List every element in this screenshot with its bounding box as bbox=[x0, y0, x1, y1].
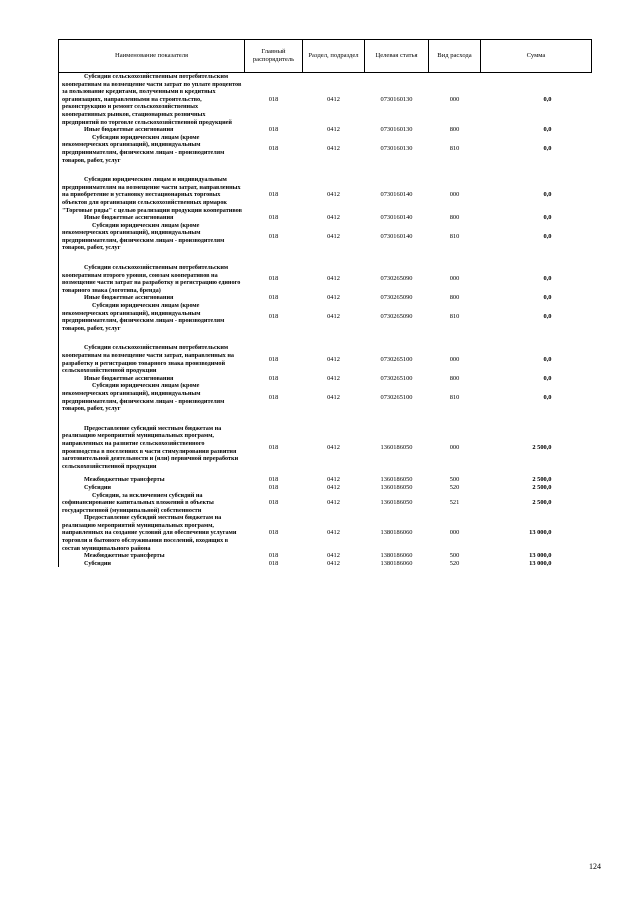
table-row bbox=[59, 425, 592, 471]
row-grbs: 018 bbox=[268, 559, 279, 567]
row-vr: 800 bbox=[449, 374, 460, 382]
row-grbs: 018 bbox=[268, 499, 279, 507]
budget-table-sheet bbox=[58, 39, 591, 567]
row-grbs: 018 bbox=[268, 529, 279, 537]
row-grbs: 018 bbox=[268, 393, 279, 401]
row-sum: 0,0 bbox=[543, 355, 552, 363]
row-grbs: 018 bbox=[268, 355, 279, 363]
row-sum: 0,0 bbox=[543, 233, 552, 241]
row-name: Иные бюджетные ассигнования bbox=[59, 294, 245, 302]
row-grbs: 018 bbox=[268, 476, 279, 484]
row-vr: 000 bbox=[449, 529, 460, 537]
row-cs: 0730265100 bbox=[380, 355, 413, 363]
row-razdel: 0412 bbox=[327, 529, 340, 537]
row-cs: 0730265090 bbox=[380, 313, 413, 321]
row-sum: 0,0 bbox=[543, 145, 552, 153]
row-grbs: 018 bbox=[268, 294, 279, 302]
table-row bbox=[59, 382, 592, 412]
row-name: Субсидии юридическим лицам и индивидуальным предпринимателям на возмещение части затрат, направленных на приобретение и установку нестационарных торговых объектов для организации сельскохозяйственных ярмарок "Торговые ряды" с целью реализации продукции кооперативов bbox=[59, 176, 245, 214]
row-name: Субсидии юридическим лицам (кроме некоммерческих организаций), индивидуальным предпринимателям, физическим лицам - производителям товаров, работ, услуг bbox=[59, 222, 245, 252]
row-cs: 0730265100 bbox=[380, 374, 413, 382]
row-razdel: 0412 bbox=[327, 233, 340, 241]
row-cs: 0730160140 bbox=[380, 191, 413, 199]
row-razdel: 0412 bbox=[327, 393, 340, 401]
row-vr: 000 bbox=[449, 95, 460, 103]
header-name: Наименование показателя bbox=[59, 40, 245, 73]
row-razdel: 0412 bbox=[327, 95, 340, 103]
row-vr: 800 bbox=[449, 294, 460, 302]
table-row bbox=[59, 552, 592, 560]
row-vr: 000 bbox=[449, 443, 460, 451]
row-vr: 521 bbox=[449, 499, 460, 507]
row-grbs: 018 bbox=[268, 443, 279, 451]
row-grbs: 018 bbox=[268, 191, 279, 199]
row-cs: 0730160140 bbox=[380, 214, 413, 222]
row-name: Субсидии юридическим лицам (кроме некоммерческих организаций), индивидуальным предпринимателям, физическим лицам - производителям товаров, работ, услуг bbox=[59, 134, 245, 164]
row-grbs: 018 bbox=[268, 275, 279, 283]
row-sum: 0,0 bbox=[543, 191, 552, 199]
row-sum: 2 500,0 bbox=[532, 499, 552, 507]
row-grbs: 018 bbox=[268, 95, 279, 103]
row-name: Субсидии сельскохозяйственным потребительским кооперативам второго уровня, союзам кооперативов на возмещение части затрат на разработку и регистрацию единого товарного знака (логотипа, бренда) bbox=[59, 264, 245, 294]
row-name: Субсидии, за исключением субсидий на софинансирование капитальных вложений в объекты государственной (муниципальной) собственности bbox=[59, 492, 245, 515]
row-name: Иные бюджетные ассигнования bbox=[59, 126, 245, 134]
row-sum: 0,0 bbox=[543, 294, 552, 302]
table-row bbox=[59, 514, 592, 552]
row-grbs: 018 bbox=[268, 552, 279, 560]
row-grbs: 018 bbox=[268, 145, 279, 153]
row-razdel: 0412 bbox=[327, 313, 340, 321]
table-row bbox=[59, 176, 592, 214]
header-grbs: Главный распорядитель bbox=[245, 40, 303, 73]
row-cs: 1360186050 bbox=[380, 476, 413, 484]
row-name: Субсидии сельскохозяйственным потребительским кооперативам на возмещение части затрат, направленных на разработку и регистрацию товарного знака производимой сельскохозяйственной продукции bbox=[59, 344, 245, 374]
row-vr: 520 bbox=[449, 483, 460, 491]
row-razdel: 0412 bbox=[327, 374, 340, 382]
row-name: Иные бюджетные ассигнования bbox=[59, 214, 245, 222]
header-vr: Вид расхода bbox=[429, 40, 481, 73]
header-cs: Целевая статья bbox=[365, 40, 429, 73]
row-sum: 0,0 bbox=[543, 214, 552, 222]
row-vr: 810 bbox=[449, 393, 460, 401]
row-name: Иные бюджетные ассигнования bbox=[59, 375, 245, 383]
row-cs: 1360186050 bbox=[380, 499, 413, 507]
row-sum: 0,0 bbox=[543, 126, 552, 134]
header-razdel: Раздел, подраздел bbox=[303, 40, 365, 73]
row-sum: 0,0 bbox=[543, 313, 552, 321]
row-vr: 800 bbox=[449, 214, 460, 222]
row-razdel: 0412 bbox=[327, 552, 340, 560]
row-name: Субсидии юридическим лицам (кроме некоммерческих организаций), индивидуальным предпринимателям, физическим лицам - производителям товаров, работ, услуг bbox=[59, 302, 245, 332]
table-row bbox=[59, 73, 592, 127]
row-sum: 2 500,0 bbox=[532, 443, 552, 451]
row-razdel: 0412 bbox=[327, 191, 340, 199]
row-razdel: 0412 bbox=[327, 499, 340, 507]
row-sum: 13 000,0 bbox=[529, 552, 552, 560]
row-sum: 0,0 bbox=[543, 95, 552, 103]
row-sum: 0,0 bbox=[543, 374, 552, 382]
row-razdel: 0412 bbox=[327, 443, 340, 451]
row-grbs: 018 bbox=[268, 214, 279, 222]
row-sum: 2 500,0 bbox=[532, 476, 552, 484]
row-vr: 500 bbox=[449, 476, 460, 484]
row-razdel: 0412 bbox=[327, 476, 340, 484]
row-sum: 13 000,0 bbox=[529, 559, 552, 567]
table-header-row bbox=[59, 40, 592, 73]
row-vr: 000 bbox=[449, 191, 460, 199]
row-sum: 2 500,0 bbox=[532, 483, 552, 491]
row-grbs: 018 bbox=[268, 483, 279, 491]
row-razdel: 0412 bbox=[327, 145, 340, 153]
page-number: 124 bbox=[589, 862, 601, 871]
row-vr: 800 bbox=[449, 126, 460, 134]
row-name: Предоставление субсидий местным бюджетам на реализацию мероприятий муниципальных программ, направленных на создание условий для обеспечения услугами торговли и бытового обслуживания поселений, входящих в состав муниципального района bbox=[59, 514, 245, 552]
row-razdel: 0412 bbox=[327, 559, 340, 567]
row-name: Субсидии bbox=[59, 484, 245, 492]
row-vr: 500 bbox=[449, 552, 460, 560]
row-razdel: 0412 bbox=[327, 355, 340, 363]
row-name: Субсидии юридическим лицам (кроме некоммерческих организаций), индивидуальным предпринимателям, физическим лицам - производителям товаров, работ, услуг bbox=[59, 382, 245, 412]
row-name: Субсидии bbox=[59, 560, 245, 568]
table-row bbox=[59, 375, 592, 383]
row-name: Субсидии сельскохозяйственным потребительским кооперативам на возмещение части затрат по уплате процентов за пользование кредитами, полученными в кредитных организациях, направленными на строительство, реконструкцию и ремонт сельскохозяйственных кооперативных рынков, стационарных розничных предприятий по торговле сельскохозяйственной продукцией bbox=[59, 73, 245, 127]
row-vr: 810 bbox=[449, 233, 460, 241]
table-row bbox=[59, 134, 592, 164]
row-cs: 1360186050 bbox=[380, 483, 413, 491]
row-vr: 000 bbox=[449, 275, 460, 283]
table-row bbox=[59, 294, 592, 302]
table-row bbox=[59, 302, 592, 332]
table-row bbox=[59, 214, 592, 222]
row-grbs: 018 bbox=[268, 374, 279, 382]
row-sum: 13 000,0 bbox=[529, 529, 552, 537]
table-row bbox=[59, 264, 592, 294]
row-razdel: 0412 bbox=[327, 294, 340, 302]
header-sum: Сумма bbox=[481, 40, 592, 73]
row-name: Предоставление субсидий местным бюджетам на реализацию мероприятий муниципальных программ, направленных на развитие сельскохозяйственного производства в поселениях в части стимулирования развития заготовительной деятельности и (или) первичной переработки сельскохозяйственной продукции bbox=[59, 425, 245, 471]
row-vr: 810 bbox=[449, 145, 460, 153]
row-spacer bbox=[59, 164, 592, 176]
row-spacer bbox=[59, 252, 592, 264]
table-body bbox=[59, 73, 592, 568]
row-spacer bbox=[59, 332, 592, 344]
row-grbs: 018 bbox=[268, 126, 279, 134]
table-row bbox=[59, 126, 592, 134]
row-cs: 0730265090 bbox=[380, 294, 413, 302]
row-spacer bbox=[59, 413, 592, 425]
row-cs: 0730160130 bbox=[380, 145, 413, 153]
table-row bbox=[59, 344, 592, 374]
row-cs: 1380186060 bbox=[380, 552, 413, 560]
row-cs: 1360186050 bbox=[380, 443, 413, 451]
row-sum: 0,0 bbox=[543, 275, 552, 283]
row-cs: 1380186060 bbox=[380, 559, 413, 567]
table-row bbox=[59, 484, 592, 492]
row-cs: 0730265090 bbox=[380, 275, 413, 283]
row-cs: 0730160130 bbox=[380, 95, 413, 103]
row-vr: 520 bbox=[449, 559, 460, 567]
row-grbs: 018 bbox=[268, 233, 279, 241]
row-name: Межбюджетные трансферты bbox=[59, 552, 245, 560]
budget-table bbox=[58, 39, 592, 567]
row-name: Межбюджетные трансферты bbox=[59, 476, 245, 484]
row-cs: 1380186060 bbox=[380, 529, 413, 537]
row-razdel: 0412 bbox=[327, 126, 340, 134]
table-row bbox=[59, 222, 592, 252]
row-sum: 0,0 bbox=[543, 393, 552, 401]
row-cs: 0730160130 bbox=[380, 126, 413, 134]
row-razdel: 0412 bbox=[327, 275, 340, 283]
row-cs: 0730265100 bbox=[380, 393, 413, 401]
row-cs: 0730160140 bbox=[380, 233, 413, 241]
row-vr: 810 bbox=[449, 313, 460, 321]
table-row bbox=[59, 560, 592, 568]
row-vr: 000 bbox=[449, 355, 460, 363]
row-grbs: 018 bbox=[268, 313, 279, 321]
row-razdel: 0412 bbox=[327, 483, 340, 491]
row-razdel: 0412 bbox=[327, 214, 340, 222]
table-row bbox=[59, 476, 592, 484]
table-row bbox=[59, 492, 592, 515]
